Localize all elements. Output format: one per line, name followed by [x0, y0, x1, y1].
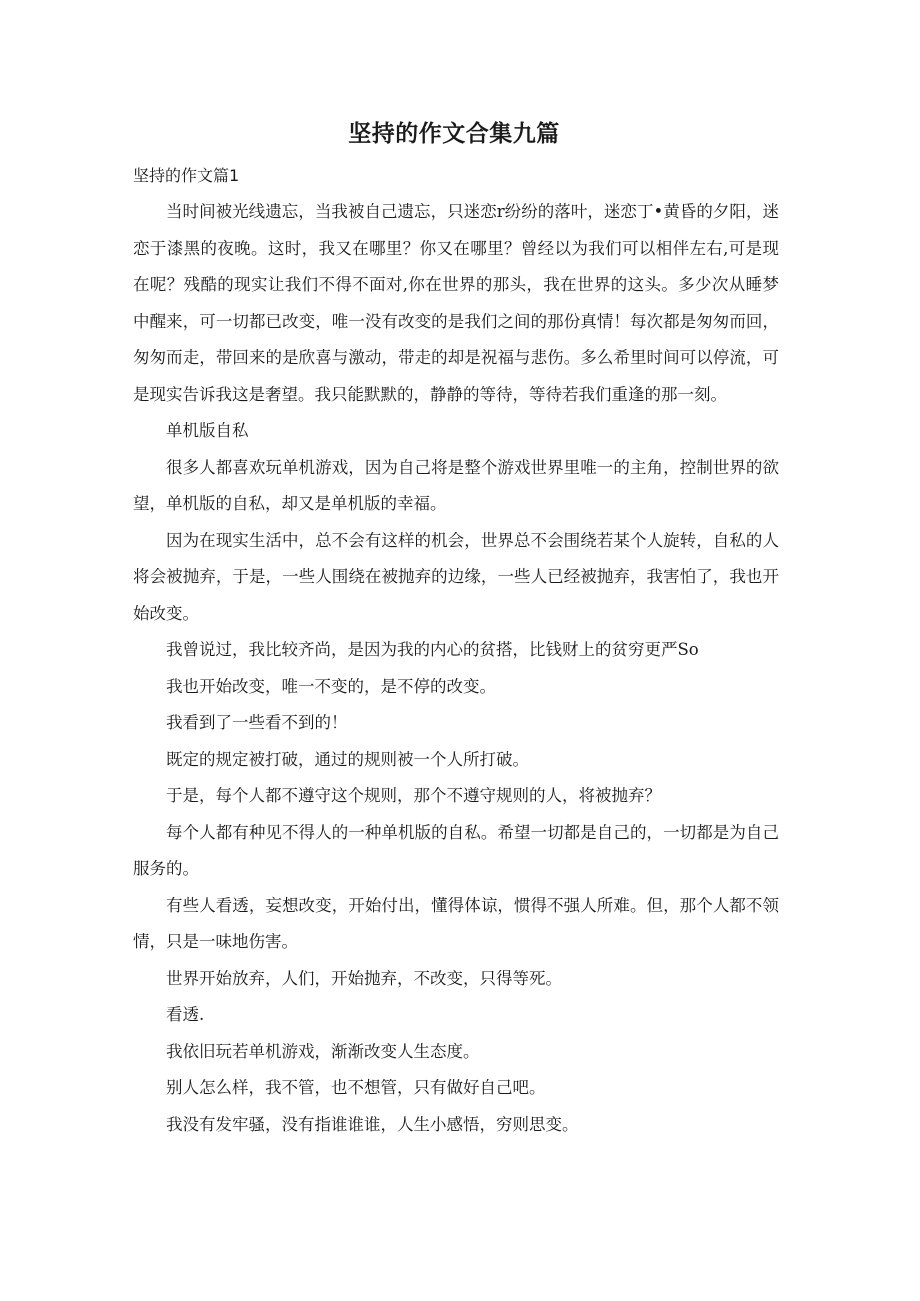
paragraph: 看透.	[166, 1005, 205, 1024]
article-body	[133, 194, 779, 1143]
section-heading: 坚持的作文篇1	[133, 166, 240, 185]
subheading: 单机版自私	[166, 421, 249, 440]
paragraph: 世界开始放弃，人们，开始抛弃，不改变，只得等死。	[166, 968, 562, 988]
paragraph: 每个人都有种见不得人的一种单机版的自私。希望一切都是自己的，一切都是为自己服务的。	[133, 822, 779, 878]
paragraph: 我曾说过，我比较齐尚，是因为我的内心的贫搭，比钱财上的贫穷更严So	[166, 640, 699, 659]
paragraph: 我也开始改变，唯一不变的，是不停的改变。	[166, 676, 496, 696]
paragraph: 很多人都喜欢玩单机游戏，因为自己将是整个游戏世界里唯一的主角，控制世界的欲望，单机版的自私，却又是单机版的幸福。	[133, 457, 779, 513]
paragraph: 别人怎么样，我不管，也不想管，只有做好自己吧。	[166, 1078, 546, 1097]
paragraph: 我看到了一些看不到的！	[166, 713, 348, 732]
paragraph: 因为在现实生活中，总不会有这样的机会，世界总不会围绕若某个人旋转，自私的人将会被抛弃，于是，一些人围绕在被抛弃的边缘，一些人已经被抛弃，我害怕了，我也开始改变。	[133, 530, 779, 623]
paragraph: 有些人看透，妄想改变，开始付出，懂得体谅，惯得不强人所难。但，那个人都不领情，只是一味地伤害。	[133, 895, 779, 951]
paragraph: 当时间被光线遗忘，当我被自己遗忘，只迷恋r纷纷的落叶，迷恋丁•黄昏的夕阳，迷恋于漆黑的夜晚。这时，我又在哪里？你又在哪里？曾经以为我们可以相伴左右,可是现在呢？残酷的现实让我们不得不面对,你在世界的那头，我在世界的这头。多少次从睡梦中醒来，可一切都已改变，唯一没有改变的是我们之间的那份真情！每次都是匆匆而回，匆匆而走，带回来的是欣喜与激动，带走的却是祝福与悲伤。多么希里时间可以停流，可是现实告诉我这是奢望。我只能默默的，静静的等待，等待若我们重逢的那一刻。	[133, 202, 779, 404]
paragraph: 于是，每个人都不遵守这个规则，那个不遵守规则的人，将被抛弃？	[166, 786, 661, 805]
paragraph: 我依旧玩若单机游戏，渐渐改变人生态度。	[166, 1041, 480, 1061]
paragraph: 我没有发牢骚，没有指谁谁谁，人生小感悟，穷则思变。	[166, 1114, 579, 1134]
paragraph: 既定的规定被打破，通过的规则被一个人所打破。	[166, 749, 529, 769]
document-title: 坚持的作文合集九篇	[348, 121, 560, 147]
